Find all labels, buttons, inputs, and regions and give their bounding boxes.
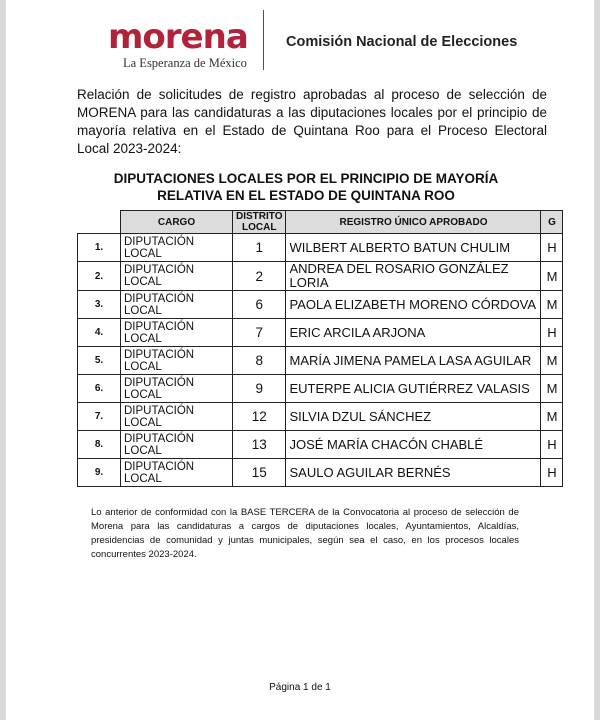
row-name: SILVIA DZUL SÁNCHEZ <box>286 403 541 431</box>
row-number: 9. <box>78 459 121 487</box>
heading-line-2: RELATIVA EN EL ESTADO DE QUINTANA ROO <box>157 188 455 203</box>
header-distrito-line2: LOCAL <box>242 222 277 233</box>
header-divider <box>263 10 264 70</box>
section-heading <box>66 170 546 204</box>
row-gender: H <box>541 319 563 347</box>
table-row <box>78 319 563 347</box>
row-cargo: DIPUTACIÓN LOCAL <box>121 403 233 431</box>
row-distrito: 13 <box>233 431 286 459</box>
row-name: SAULO AGUILAR BERNÉS <box>286 459 541 487</box>
row-distrito: 2 <box>233 262 286 291</box>
row-gender: H <box>541 459 563 487</box>
row-gender: M <box>541 403 563 431</box>
registry-table <box>77 210 563 487</box>
row-number: 4. <box>78 319 121 347</box>
row-cargo: DIPUTACIÓN LOCAL <box>121 375 233 403</box>
row-name: ANDREA DEL ROSARIO GONZÁLEZ LORIA <box>286 262 541 291</box>
table-row <box>78 347 563 375</box>
row-number: 2. <box>78 262 121 291</box>
row-distrito: 9 <box>233 375 286 403</box>
row-number: 8. <box>78 431 121 459</box>
morena-logo-wordmark: morena <box>108 17 248 57</box>
row-number: 7. <box>78 403 121 431</box>
header-distrito-line1: DISTRITO <box>236 211 283 222</box>
table-row <box>78 403 563 431</box>
row-gender: M <box>541 375 563 403</box>
logo-tagline: La Esperanza de México <box>123 56 247 70</box>
row-distrito: 12 <box>233 403 286 431</box>
table-row <box>78 291 563 319</box>
row-distrito: 15 <box>233 459 286 487</box>
row-gender: H <box>541 234 563 262</box>
table-header-row <box>78 211 563 234</box>
table-row <box>78 234 563 262</box>
row-number: 5. <box>78 347 121 375</box>
row-distrito: 6 <box>233 291 286 319</box>
row-cargo: DIPUTACIÓN LOCAL <box>121 459 233 487</box>
table-row <box>78 262 563 291</box>
row-name: JOSÉ MARÍA CHACÓN CHABLÉ <box>286 431 541 459</box>
row-gender: M <box>541 347 563 375</box>
row-distrito: 1 <box>233 234 286 262</box>
row-cargo: DIPUTACIÓN LOCAL <box>121 234 233 262</box>
header-blank-cell <box>78 211 121 234</box>
header-cargo: CARGO <box>121 211 233 234</box>
row-name: MARÍA JIMENA PAMELA LASA AGUILAR <box>286 347 541 375</box>
row-gender: H <box>541 431 563 459</box>
table-row <box>78 375 563 403</box>
row-name: PAOLA ELIZABETH MORENO CÓRDOVA <box>286 291 541 319</box>
row-number: 3. <box>78 291 121 319</box>
row-name: EUTERPE ALICIA GUTIÉRREZ VALASIS <box>286 375 541 403</box>
header-g: G <box>541 211 563 234</box>
commission-name: Comisión Nacional de Elecciones <box>286 34 518 50</box>
table-row <box>78 459 563 487</box>
row-gender: M <box>541 291 563 319</box>
row-number: 1. <box>78 234 121 262</box>
intro-paragraph: Relación de solicitudes de registro aprobadas al proceso de selección de MORENA para las candidaturas a las diputaciones locales por el principio de mayoría relativa en el Estado de Quintana Roo para el Proceso Electoral Local 2023-2024: <box>77 87 547 156</box>
heading-line-1: DIPUTACIONES LOCALES POR EL PRINCIPIO DE MAYORÍA <box>113 171 499 186</box>
row-name: WILBERT ALBERTO BATUN CHULIM <box>286 234 541 262</box>
letterhead <box>6 0 594 80</box>
header-distrito <box>233 211 286 234</box>
row-cargo: DIPUTACIÓN LOCAL <box>121 347 233 375</box>
footnote-paragraph: Lo anterior de conformidad con la BASE TERCERA de la Convocatoria al proceso de selección de Morena para las candidaturas a cargos de diputaciones locales, Ayuntamientos, Alcaldías, presidencias de comunidad y juntas municipales, según sea el caso, en los procesos locales concurrentes 2023-2024. <box>91 507 519 560</box>
row-distrito: 7 <box>233 319 286 347</box>
row-cargo: DIPUTACIÓN LOCAL <box>121 431 233 459</box>
table-row <box>78 431 563 459</box>
row-name: ERIC ARCILA ARJONA <box>286 319 541 347</box>
row-gender: M <box>541 262 563 291</box>
row-cargo: DIPUTACIÓN LOCAL <box>121 319 233 347</box>
page-number: Página 1 de 1 <box>269 682 331 693</box>
row-number: 6. <box>78 375 121 403</box>
row-cargo: DIPUTACIÓN LOCAL <box>121 262 233 291</box>
row-distrito: 8 <box>233 347 286 375</box>
document-page <box>6 0 594 720</box>
row-cargo: DIPUTACIÓN LOCAL <box>121 291 233 319</box>
header-registro: REGISTRO ÚNICO APROBADO <box>286 211 541 234</box>
